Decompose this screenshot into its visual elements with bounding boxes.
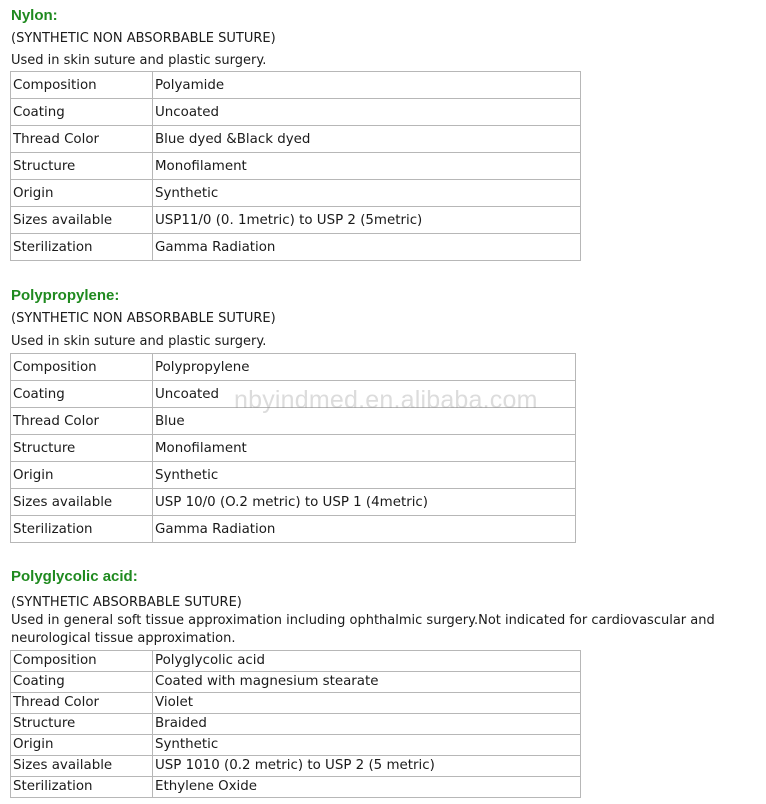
- row-value: Braided: [153, 714, 581, 735]
- section-title: Polyglycolic acid:: [11, 568, 138, 585]
- table-row: [11, 672, 581, 693]
- spec-table: [10, 71, 581, 261]
- section-title: Nylon:: [11, 7, 58, 24]
- row-value: Polyamide: [153, 72, 581, 99]
- section-nylon: [10, 5, 731, 261]
- row-value: Monofilament: [153, 435, 576, 462]
- row-label: Structure: [11, 153, 153, 180]
- row-label: Sterilization: [11, 516, 153, 543]
- row-value: Polyglycolic acid: [153, 651, 581, 672]
- section-title: Polypropylene:: [11, 287, 120, 304]
- table-row: [11, 126, 581, 153]
- table-row: [11, 408, 576, 435]
- row-value: Polypropylene: [153, 354, 576, 381]
- row-label: Sterilization: [11, 777, 153, 798]
- table-row: [11, 99, 581, 126]
- row-value: USP 10/0 (O.2 metric) to USP 1 (4metric): [153, 489, 576, 516]
- row-label: Composition: [11, 72, 153, 99]
- table-row: [11, 354, 576, 381]
- table-row: [11, 72, 581, 99]
- table-row: [11, 777, 581, 798]
- row-label: Sizes available: [11, 489, 153, 516]
- row-label: Sterilization: [11, 234, 153, 261]
- row-label: Coating: [11, 381, 153, 408]
- table-row: [11, 756, 581, 777]
- row-value: Coated with magnesium stearate: [153, 672, 581, 693]
- row-value: Ethylene Oxide: [153, 777, 581, 798]
- row-label: Origin: [11, 462, 153, 489]
- section-subtitle: (SYNTHETIC NON ABSORBABLE SUTURE): [11, 31, 276, 46]
- row-value: Monofilament: [153, 153, 581, 180]
- table-row: [11, 693, 581, 714]
- row-value: Synthetic: [153, 462, 576, 489]
- table-row: [11, 516, 576, 543]
- row-label: Structure: [11, 714, 153, 735]
- row-label: Thread Color: [11, 126, 153, 153]
- row-value: USP11/0 (0. 1metric) to USP 2 (5metric): [153, 207, 581, 234]
- row-value: Uncoated: [153, 99, 581, 126]
- spec-table: [10, 650, 581, 798]
- section-subtitle: (SYNTHETIC ABSORBABLE SUTURE): [11, 595, 242, 610]
- row-value: Blue: [153, 408, 576, 435]
- row-value: Violet: [153, 693, 581, 714]
- section-usage: Used in skin suture and plastic surgery.: [11, 334, 267, 349]
- table-row: [11, 735, 581, 756]
- table-row: [11, 714, 581, 735]
- table-row: [11, 234, 581, 261]
- table-row: [11, 462, 576, 489]
- row-value: USP 1010 (0.2 metric) to USP 2 (5 metric): [153, 756, 581, 777]
- row-label: Structure: [11, 435, 153, 462]
- table-row: [11, 207, 581, 234]
- row-label: Origin: [11, 735, 153, 756]
- row-label: Composition: [11, 354, 153, 381]
- row-label: Coating: [11, 672, 153, 693]
- row-value: Gamma Radiation: [153, 234, 581, 261]
- row-label: Thread Color: [11, 693, 153, 714]
- table-row: [11, 381, 576, 408]
- table-row: [11, 435, 576, 462]
- row-label: Sizes available: [11, 207, 153, 234]
- section-usage: Used in skin suture and plastic surgery.: [11, 53, 267, 68]
- row-value: Gamma Radiation: [153, 516, 576, 543]
- row-label: Thread Color: [11, 408, 153, 435]
- row-label: Sizes available: [11, 756, 153, 777]
- table-row: [11, 651, 581, 672]
- table-row: [11, 153, 581, 180]
- section-polyglycolic-acid: [10, 566, 731, 798]
- section-polypropylene: [10, 285, 731, 543]
- section-subtitle: (SYNTHETIC NON ABSORBABLE SUTURE): [11, 311, 276, 326]
- spec-table: [10, 353, 576, 543]
- row-label: Composition: [11, 651, 153, 672]
- row-value: Synthetic: [153, 735, 581, 756]
- table-row: [11, 180, 581, 207]
- row-value: Uncoated: [153, 381, 576, 408]
- watermark: nbyindmed.en.alibaba.com: [234, 386, 538, 414]
- row-label: Coating: [11, 99, 153, 126]
- row-label: Origin: [11, 180, 153, 207]
- table-row: [11, 489, 576, 516]
- section-usage: Used in general soft tissue approximation including ophthalmic surgery.Not indicated for cardiovascular and neurological tissue approximation.: [11, 613, 715, 646]
- row-value: Blue dyed &Black dyed: [153, 126, 581, 153]
- row-value: Synthetic: [153, 180, 581, 207]
